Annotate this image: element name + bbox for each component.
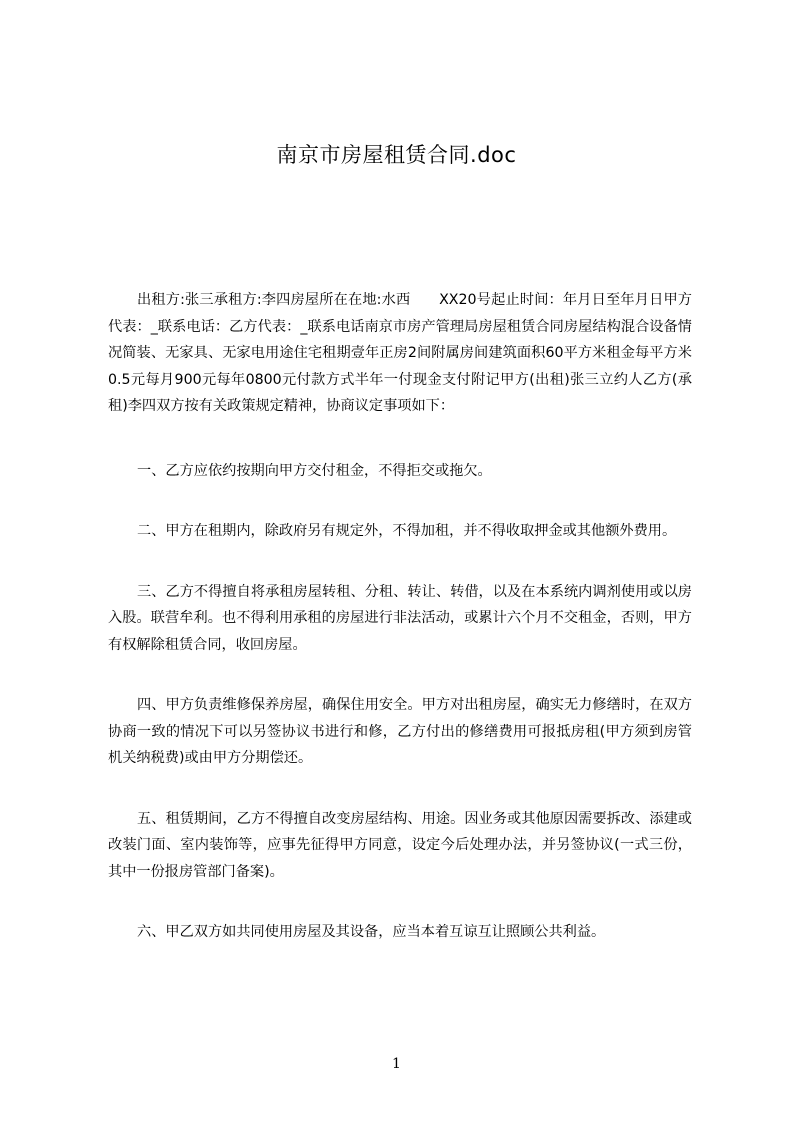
contract-preamble: 出租方:张三承租方:李四房屋所在在地:水西 XX20号起止时间：年月日至年月日甲方代表：_联系电话：乙方代表：_联系电话南京市房产管理局房屋租赁合同房屋结构混合设备情况简装、无家具、无家电用途住宅租期壹年正房2间附属房间建筑面积60平方米租金每平方米0.5元每月900元每年0800元付款方式半年一付现金支付附记甲方(出租)张三立约人乙方(承租)李四双方按有关政策规定精神，协商议定事项如下： [108,292,692,414]
clause-1: 一、乙方应依约按期向甲方交付租金，不得拒交或拖欠。 [137,462,492,479]
clause-6: 六、甲乙双方如共同使用房屋及其设备，应当本着互谅互让照顾公共利益。 [137,924,606,940]
clause-4: 四、甲方负责维修保养房屋，确保住用安全。甲方对出租房屋，确实无力修缮时，在双方协商一致的情况下可以另签协议书进行和修，乙方付出的修缮费用可报抵房租(甲方须到房管机关纳税费)或由甲方分期偿还。 [108,697,692,766]
clause-3: 三、乙方不得擅自将承租房屋转租、分租、转让、转借，以及在本系统内调剂使用或以房入股。联营牟利。也不得利用承租的房屋进行非法活动，或累计六个月不交租金，否则，甲方有权解除租赁合同，收回房屋。 [108,583,692,653]
page-number: 1 [392,1056,401,1072]
clause-2: 二、甲方在租期内，除政府另有规定外，不得加租，并不得收取押金或其他额外费用。 [137,523,677,539]
clause-5: 五、租赁期间，乙方不得擅自改变房屋结构、用途。因业务或其他原因需要拆改、添建或改装门面、室内装饰等，应事先征得甲方同意，设定今后处理办法，并另签协议(一式三份，其中一份报房管部门备案)。 [108,810,692,880]
document-title: 南京市房屋租赁合同.doc [276,143,517,167]
document-body [108,287,692,980]
